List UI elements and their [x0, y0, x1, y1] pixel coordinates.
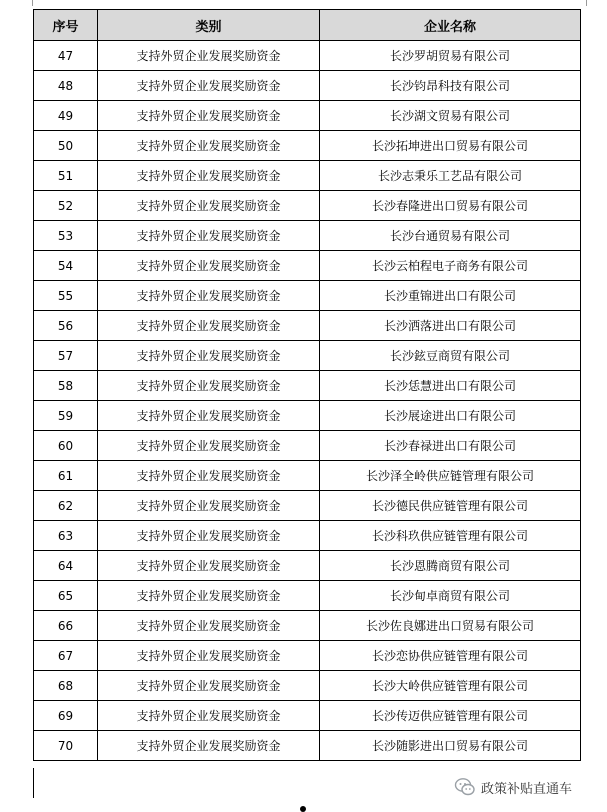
cell-category: 支持外贸企业发展奖励资金 [98, 191, 320, 221]
cell-serial-number: 65 [34, 581, 98, 611]
cell-serial-number: 48 [34, 71, 98, 101]
cell-category: 支持外贸企业发展奖励资金 [98, 221, 320, 251]
cell-company-name: 长沙罗胡贸易有限公司 [320, 41, 581, 71]
cell-company-name: 长沙随影进出口贸易有限公司 [320, 731, 581, 761]
table-row [34, 641, 581, 671]
cell-serial-number: 54 [34, 251, 98, 281]
cell-serial-number: 68 [34, 671, 98, 701]
cell-company-name: 长沙展途进出口有限公司 [320, 401, 581, 431]
cell-serial-number: 58 [34, 371, 98, 401]
cell-company-name: 长沙甸卓商贸有限公司 [320, 581, 581, 611]
table-row [34, 281, 581, 311]
cell-category: 支持外贸企业发展奖励资金 [98, 491, 320, 521]
table-row [34, 131, 581, 161]
table-row [34, 461, 581, 491]
cell-category: 支持外贸企业发展奖励资金 [98, 41, 320, 71]
table-row [34, 431, 581, 461]
cell-category: 支持外贸企业发展奖励资金 [98, 521, 320, 551]
header-serial-number: 序号 [34, 10, 98, 41]
cell-category: 支持外贸企业发展奖励资金 [98, 251, 320, 281]
cell-serial-number: 70 [34, 731, 98, 761]
cell-category: 支持外贸企业发展奖励资金 [98, 341, 320, 371]
table-row [34, 341, 581, 371]
cell-category: 支持外贸企业发展奖励资金 [98, 701, 320, 731]
cell-category: 支持外贸企业发展奖励资金 [98, 101, 320, 131]
cell-company-name: 长沙恁慧进出口有限公司 [320, 371, 581, 401]
watermark-text: 政策补贴直通车 [481, 781, 573, 797]
table-row [34, 161, 581, 191]
cell-serial-number: 53 [34, 221, 98, 251]
table-row [34, 491, 581, 521]
cell-category: 支持外贸企业发展奖励资金 [98, 71, 320, 101]
cell-category: 支持外贸企业发展奖励资金 [98, 131, 320, 161]
cell-company-name: 长沙云柏程电子商务有限公司 [320, 251, 581, 281]
table-row [34, 701, 581, 731]
cell-category: 支持外贸企业发展奖励资金 [98, 311, 320, 341]
cell-serial-number: 47 [34, 41, 98, 71]
cell-serial-number: 64 [34, 551, 98, 581]
cell-serial-number: 61 [34, 461, 98, 491]
cell-serial-number: 52 [34, 191, 98, 221]
cell-category: 支持外贸企业发展奖励资金 [98, 431, 320, 461]
cell-company-name: 长沙拓坤进出口贸易有限公司 [320, 131, 581, 161]
header-category: 类别 [98, 10, 320, 41]
cell-serial-number: 63 [34, 521, 98, 551]
cell-serial-number: 56 [34, 311, 98, 341]
cell-company-name: 长沙传迈供应链管理有限公司 [320, 701, 581, 731]
watermark [454, 776, 572, 798]
cell-company-name: 长沙科玖供应链管理有限公司 [320, 521, 581, 551]
cell-company-name: 长沙湖文贸易有限公司 [320, 101, 581, 131]
cell-category: 支持外贸企业发展奖励资金 [98, 581, 320, 611]
cell-company-name: 长沙恋协供应链管理有限公司 [320, 641, 581, 671]
table-row [34, 311, 581, 341]
cell-serial-number: 69 [34, 701, 98, 731]
page-corner-left [32, 0, 33, 6]
cell-category: 支持外贸企业发展奖励资金 [98, 671, 320, 701]
table-row [34, 581, 581, 611]
table-row [34, 251, 581, 281]
table-row [34, 551, 581, 581]
cell-category: 支持外贸企业发展奖励资金 [98, 611, 320, 641]
page-corner-right [586, 0, 587, 6]
header-company-name: 企业名称 [320, 10, 581, 41]
cell-serial-number: 66 [34, 611, 98, 641]
cell-company-name: 长沙德民供应链管理有限公司 [320, 491, 581, 521]
cell-company-name: 长沙洒落进出口有限公司 [320, 311, 581, 341]
cell-serial-number: 59 [34, 401, 98, 431]
table-row [34, 521, 581, 551]
cell-company-name: 长沙佐良娜进出口贸易有限公司 [320, 611, 581, 641]
cell-category: 支持外贸企业发展奖励资金 [98, 281, 320, 311]
table-row [34, 731, 581, 761]
table-row [34, 371, 581, 401]
cell-company-name: 长沙志秉乐工艺品有限公司 [320, 161, 581, 191]
company-table [33, 9, 581, 761]
table-row [34, 71, 581, 101]
cell-company-name: 长沙恩腾商贸有限公司 [320, 551, 581, 581]
cell-category: 支持外贸企业发展奖励资金 [98, 371, 320, 401]
cell-company-name: 长沙重锦进出口有限公司 [320, 281, 581, 311]
cell-serial-number: 55 [34, 281, 98, 311]
cell-category: 支持外贸企业发展奖励资金 [98, 401, 320, 431]
cell-company-name: 长沙泽全岭供应链管理有限公司 [320, 461, 581, 491]
cell-serial-number: 49 [34, 101, 98, 131]
cell-company-name: 长沙大岭供应链管理有限公司 [320, 671, 581, 701]
cell-serial-number: 57 [34, 341, 98, 371]
table-row [34, 41, 581, 71]
cell-company-name: 长沙鉉豆商贸有限公司 [320, 341, 581, 371]
table-footer-rule [33, 768, 34, 798]
cell-company-name: 长沙春禄进出口有限公司 [320, 431, 581, 461]
table-row [34, 221, 581, 251]
cell-company-name: 长沙台通贸易有限公司 [320, 221, 581, 251]
table-row [34, 671, 581, 701]
cell-serial-number: 67 [34, 641, 98, 671]
cell-category: 支持外贸企业发展奖励资金 [98, 461, 320, 491]
table-body [34, 41, 581, 761]
cell-serial-number: 50 [34, 131, 98, 161]
cell-category: 支持外贸企业发展奖励资金 [98, 161, 320, 191]
table-row [34, 101, 581, 131]
cell-serial-number: 60 [34, 431, 98, 461]
cell-serial-number: 62 [34, 491, 98, 521]
cell-category: 支持外贸企业发展奖励资金 [98, 641, 320, 671]
cell-category: 支持外贸企业发展奖励资金 [98, 731, 320, 761]
table-row [34, 401, 581, 431]
cell-serial-number: 51 [34, 161, 98, 191]
table-row [34, 191, 581, 221]
page-marker [300, 806, 306, 812]
cell-company-name: 长沙钧昂科技有限公司 [320, 71, 581, 101]
cell-category: 支持外贸企业发展奖励资金 [98, 551, 320, 581]
cell-company-name: 长沙春隆进出口贸易有限公司 [320, 191, 581, 221]
table-header-row [34, 10, 581, 41]
wechat-icon [454, 776, 476, 798]
table-row [34, 611, 581, 641]
